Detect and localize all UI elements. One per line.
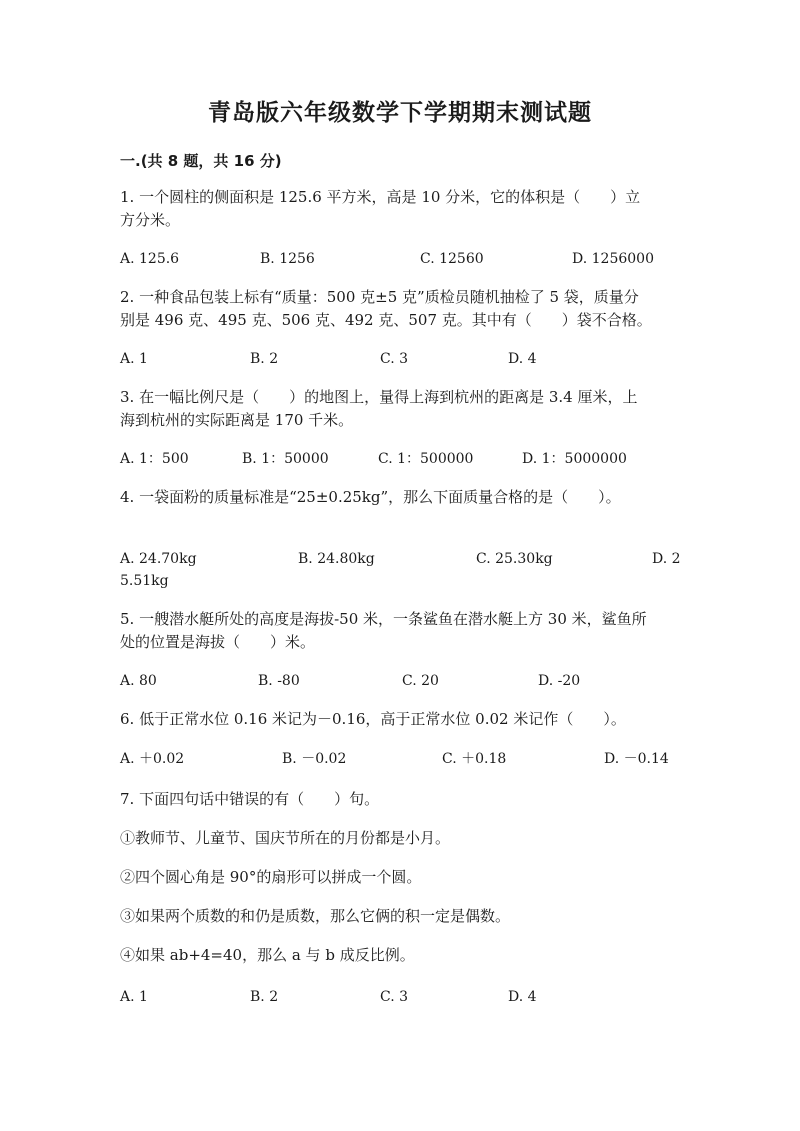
- options-2: [120, 348, 680, 371]
- option-b: B. －0.02: [282, 751, 347, 767]
- option-a: A. 125.6: [120, 251, 180, 267]
- option-a: A. 24.70kg: [120, 551, 197, 567]
- question-line: 方分米。: [120, 211, 181, 229]
- options-4: [120, 548, 680, 571]
- option-d-continuation: 5.51kg: [120, 573, 169, 589]
- option-a: A. 1: [120, 351, 148, 367]
- option-c: C. 25.30kg: [476, 551, 553, 567]
- option-d: D. 1256000: [572, 251, 654, 267]
- option-d: D. 4: [508, 989, 537, 1005]
- section-heading: 一.(共 8 题，共 16 分): [120, 152, 282, 170]
- options-6: [120, 748, 680, 771]
- option-d: D. 4: [508, 351, 537, 367]
- option-c: C. 3: [380, 351, 409, 367]
- option-b: B. 1256: [260, 251, 315, 267]
- option-c: C. 12560: [420, 251, 484, 267]
- option-a: A. 80: [120, 673, 157, 689]
- question-line: 海到杭州的实际距离是 170 千米。: [120, 411, 354, 429]
- option-b: B. -80: [258, 673, 300, 689]
- question-3: [120, 386, 680, 432]
- option-a: A. ＋0.02: [120, 751, 185, 767]
- option-b: B. 2: [250, 351, 279, 367]
- question-line: 2. 一种食品包装上标有“质量：500 克±5 克”质检员随机抽检了 5 袋，质量分: [120, 288, 639, 306]
- statement-1: ①教师节、儿童节、国庆节所在的月份都是小月。: [120, 829, 451, 847]
- option-d: D. 2: [652, 551, 681, 567]
- option-a: A. 1: [120, 989, 148, 1005]
- option-c: C. 3: [380, 989, 409, 1005]
- option-c: C. ＋0.18: [442, 751, 507, 767]
- question-line: 6. 低于正常水位 0.16 米记为－0.16，高于正常水位 0.02 米记作（ ）。: [120, 710, 626, 728]
- page-title: 青岛版六年级数学下学期期末测试题: [208, 100, 592, 126]
- question-line: 7. 下面四句话中错误的有（ ）句。: [120, 790, 380, 808]
- option-c: C. 20: [402, 673, 439, 689]
- question-line: 别是 496 克、495 克、506 克、492 克、507 克。其中有（ ）袋不合格。: [120, 311, 652, 329]
- options-3: [120, 448, 680, 471]
- statement-3: ③如果两个质数的和仍是质数，那么它俩的积一定是偶数。: [120, 907, 511, 925]
- question-line: 1. 一个圆柱的侧面积是 125.6 平方米，高是 10 分米，它的体积是（ ）立: [120, 188, 641, 206]
- option-b: B. 24.80kg: [298, 551, 375, 567]
- options-1: [120, 248, 680, 271]
- option-c: C. 1：500000: [378, 451, 474, 467]
- question-line: 3. 在一幅比例尺是（ ）的地图上，量得上海到杭州的距离是 3.4 厘米，上: [120, 388, 638, 406]
- question-line: 处的位置是海拔（ ）米。: [120, 633, 316, 651]
- statement-4: ④如果 ab+4=40，那么 a 与 b 成反比例。: [120, 946, 415, 964]
- option-b: B. 2: [250, 989, 279, 1005]
- question-2: [120, 286, 680, 332]
- options-7: [120, 986, 680, 1009]
- question-7: [120, 788, 680, 967]
- question-1: [120, 186, 680, 232]
- question-4: [120, 486, 680, 509]
- question-6: [120, 708, 680, 731]
- option-d: D. -20: [538, 673, 581, 689]
- question-line: 5. 一艘潜水艇所处的高度是海拔-50 米，一条鲨鱼在潜水艇上方 30 米，鲨鱼所: [120, 610, 647, 628]
- option-a: A. 1：500: [120, 451, 189, 467]
- question-line: 4. 一袋面粉的质量标准是“25±0.25kg”，那么下面质量合格的是（ ）。: [120, 488, 621, 506]
- option-d: D. 1：5000000: [522, 451, 627, 467]
- option-d: D. －0.14: [604, 751, 669, 767]
- statement-2: ②四个圆心角是 90°的扇形可以拼成一个圆。: [120, 868, 422, 886]
- question-5: [120, 608, 680, 654]
- option-b: B. 1：50000: [242, 451, 329, 467]
- options-5: [120, 670, 680, 693]
